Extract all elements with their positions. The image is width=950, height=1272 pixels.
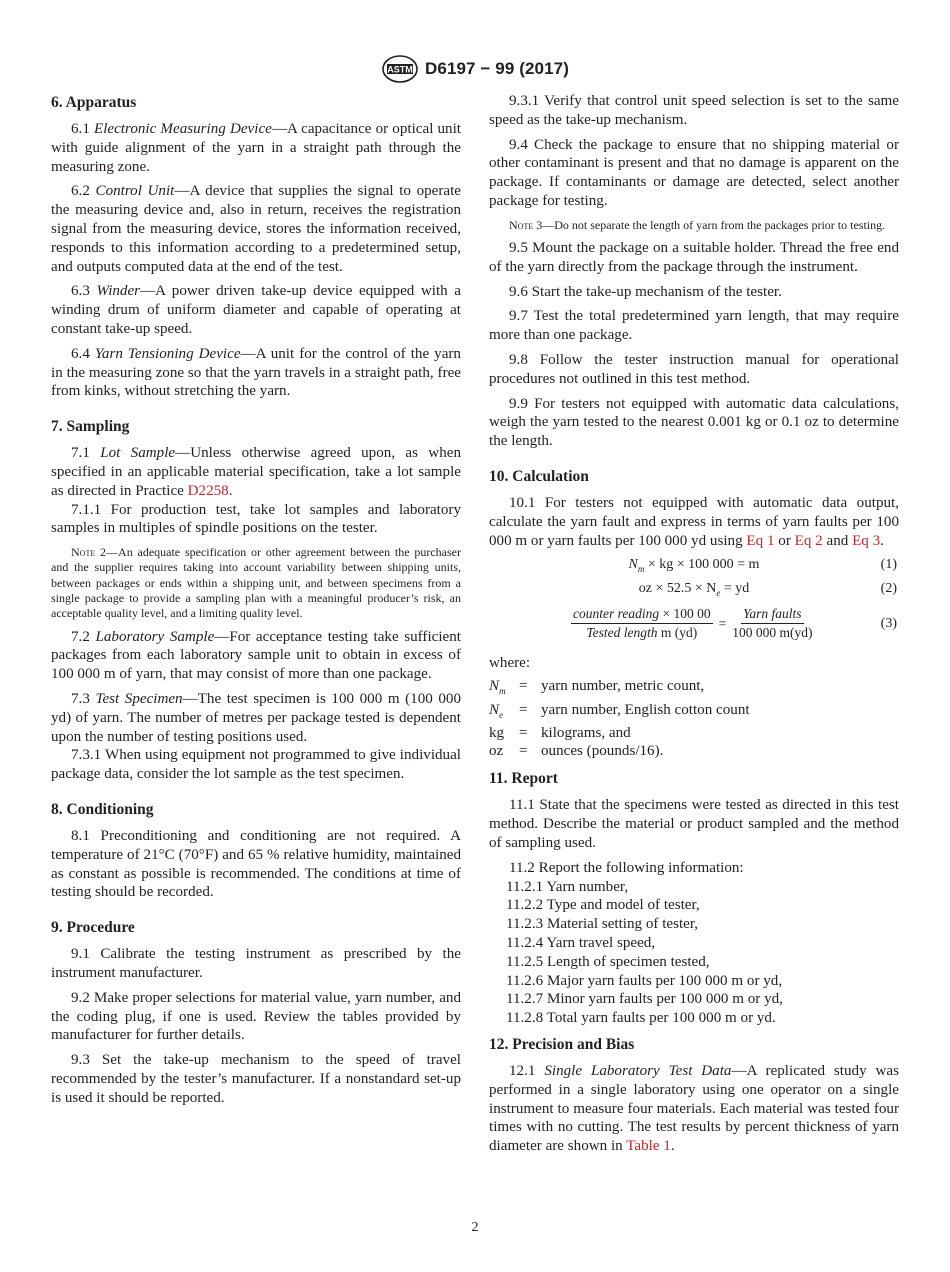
section-heading-calculation: 10. Calculation [489, 468, 589, 486]
paragraph-6-3: 6.3 Winder—A power driven take-up device equipped with a winding drum of uniform diameter and capable of operating at constant take-up speed. [51, 283, 461, 337]
astm-logo-icon [381, 54, 419, 84]
paragraph-6-4: 6.4 Yarn Tensioning Device—A unit for the control of the yarn in the measuring zone so that the yarn travels in a straight path, free from kinks, without stretching the yarn. [51, 345, 461, 400]
equation-3: counter reading × 100 00 Tested length m (yd) = Yarn faults 100 000 m(yd) (3) [573, 606, 897, 641]
list-item: 11.2.8 Total yarn faults per 100 000 m or yd. [506, 1010, 776, 1027]
right-column [489, 92, 899, 1156]
paragraph-6-1: 6.1 Electronic Measuring Device—A capacitance or optical unit with guide alignment of the yarn in a straight path through the measuring zone. [51, 121, 461, 175]
reference-link-eq3[interactable]: Eq 3 [852, 532, 881, 549]
reference-link-table-1[interactable]: Table 1 [626, 1138, 671, 1155]
section-heading-conditioning: 8. Conditioning [51, 801, 154, 818]
definition-row: oz = ounces (pounds/16). [489, 743, 664, 760]
equation-2: oz × $52.5 \times N_e$ = yd (2) [638, 581, 897, 599]
equation-3-right-fraction: Yarn faults 100 000 m(yd) [732, 606, 813, 641]
reference-link-eq1[interactable]: Eq 1 [746, 532, 775, 549]
list-item: 11.2.3 Material setting of tester, [506, 916, 699, 933]
definition-row: $N_m$ = yarn number, metric count, [489, 678, 705, 697]
paragraph-9-4: 9.4 Check the package to ensure that no shipping material or other contaminant is present and that no damage is apparent on the package. If contaminants or damage are detected, select another package for testing. [489, 136, 899, 209]
paragraph-7-1-1: 7.1.1 For production test, take lot samples and laboratory samples in multiples of spindle positions on the tester. [51, 501, 461, 537]
report-items-list [489, 878, 899, 1028]
definition-row: kg = kilograms, and [489, 724, 631, 741]
left-column [51, 92, 461, 1108]
section-heading-report: 11. Report [489, 770, 558, 788]
definition-row: $N_e$ = yarn number, English cotton count [489, 701, 750, 720]
reference-link-eq2[interactable]: Eq 2 [794, 532, 823, 549]
note-3: Note 3—Do not separate the length of yarn from the packages prior to testing. [509, 217, 886, 232]
variable-definitions [489, 677, 899, 760]
paragraph-9-3-1: 9.3.1 Verify that control unit speed selection is set to the same speed as the take-up mechanism. [489, 93, 899, 128]
paragraph-11-1: 11.1 State that the specimens were tested as directed in this test method. Describe the material or product sampled and the method of sampling used. [489, 797, 899, 852]
section-heading-sampling: 7. Sampling [51, 418, 130, 436]
paragraph-7-3-1: 7.3.1 When using equipment not programmed to give individual package data, consider the lot sample as the test specimen. [51, 747, 461, 783]
paragraph-7-3: 7.3 Test Specimen—The test specimen is 100 000 m (100 000 yd) of yarn. The number of metres per package tested is dependent upon the number of testing positions used. [51, 691, 461, 745]
paragraph-9-3: 9.3 Set the take-up mechanism to the speed of travel recommended by the tester’s manufacturer. If a nonstandard set-up is used it should be reported. [51, 1052, 461, 1106]
list-item: 11.2.7 Minor yarn faults per 100 000 m or yd, [506, 991, 783, 1008]
paragraph-8-1: 8.1 Preconditioning and conditioning are not required. A temperature of 21°C (70°F) and 65 % relative humidity, maintained as constant as possible is recommended. The conditions at time of testing should be recorded. [51, 828, 461, 901]
paragraph-7-2: 7.2 Laboratory Sample—For acceptance testing take sufficient packages from each laboratory sample unit to obtain in excess of 100 000 m of yarn, that may consist of more than one package. [51, 628, 461, 683]
equation-3-left-fraction: counter reading × 100 00 Tested length m (yd) [573, 606, 711, 641]
paragraph-10-1: 10.1 For testers not equipped with automatic data output, calculate the yarn fault and express in terms of yarn faults per 100 000 m or yarn faults per 100 000 yd using Eq 1 or Eq 2 and Eq 3. [489, 495, 899, 549]
page-header [0, 54, 950, 84]
list-item: 11.2.6 Major yarn faults per 100 000 m or yd, [506, 972, 783, 989]
paragraph-9-6: 9.6 Start the take-up mechanism of the tester. [509, 283, 782, 300]
paragraph-12-1: 12.1 Single Laboratory Test Data—A replicated study was performed in a single laboratory using one operator on a single instrument to measure four materials. Each material was tested four times with no cutting. The test results by percent thickness of yarn diameter are shown in Table 1. [489, 1063, 900, 1155]
section-heading-procedure: 9. Procedure [51, 919, 135, 937]
where-label: where: [489, 655, 531, 672]
paragraph-9-2: 9.2 Make proper selections for material value, yarn number, and the coding plug, if one is used. Review the tables provided by manufacturer for further details. [51, 989, 461, 1044]
list-item: 11.2.2 Type and model of tester, [506, 897, 700, 914]
paragraph-9-8: 9.8 Follow the tester instruction manual for operational procedures not outlined in this test method. [489, 352, 899, 387]
section-heading-apparatus: 6. Apparatus [51, 94, 137, 111]
list-item: 11.2.4 Yarn travel speed, [506, 935, 656, 952]
paragraph-11-2: 11.2 Report the following information: [509, 859, 744, 876]
list-item: 11.2.5 Length of specimen tested, [506, 953, 710, 970]
document-designation: D6197 − 99 (2017) [425, 59, 569, 78]
reference-link-d2258[interactable]: D2258 [187, 482, 229, 499]
paragraph-7-1: 7.1 Lot Sample—Unless otherwise agreed upon, as when specified in an applicable material specification, take a lot sample as directed in Practice D2258. [51, 445, 461, 499]
paragraph-9-9: 9.9 For testers not equipped with automatic data calculations, weigh the yarn tested to the nearest 0.001 kg or 0.1 oz to determine the length. [489, 395, 899, 450]
paragraph-9-5: 9.5 Mount the package on a suitable holder. Thread the free end of the yarn directly from the package through the instrument. [489, 240, 899, 275]
list-item: 11.2.1 Yarn number, [506, 878, 629, 895]
paragraph-9-1: 9.1 Calibrate the testing instrument as prescribed by the instrument manufacturer. [51, 946, 461, 981]
page-number: 2 [471, 1220, 479, 1235]
section-heading-precision-and-bias: 12. Precision and Bias [489, 1036, 635, 1054]
equation-1: $N_m$ × kg × 100 000 = m (1) [628, 557, 897, 575]
paragraph-9-7: 9.7 Test the total predetermined yarn length, that may require more than one package. [489, 308, 899, 344]
paragraph-6-2: 6.2 Control Unit—A device that supplies the signal to operate the measuring device and, also in return, receives the registration signal from the measuring device, stores the information received, responds to this information according to a predetermined setup, and outputs computed data at the end of the test. [51, 183, 461, 275]
svg-text:ASTM: ASTM [387, 64, 413, 75]
note-2: Note 2—An adequate specification or other agreement between the purchaser and the supplier requires taking into account variability between shipping units, between packages or ends within a shipping unit, and between specimens from a single package to provide a sampling plan with a meaningful producer’s risk, an acceptable quality level, and a limiting quality level. [51, 545, 461, 621]
